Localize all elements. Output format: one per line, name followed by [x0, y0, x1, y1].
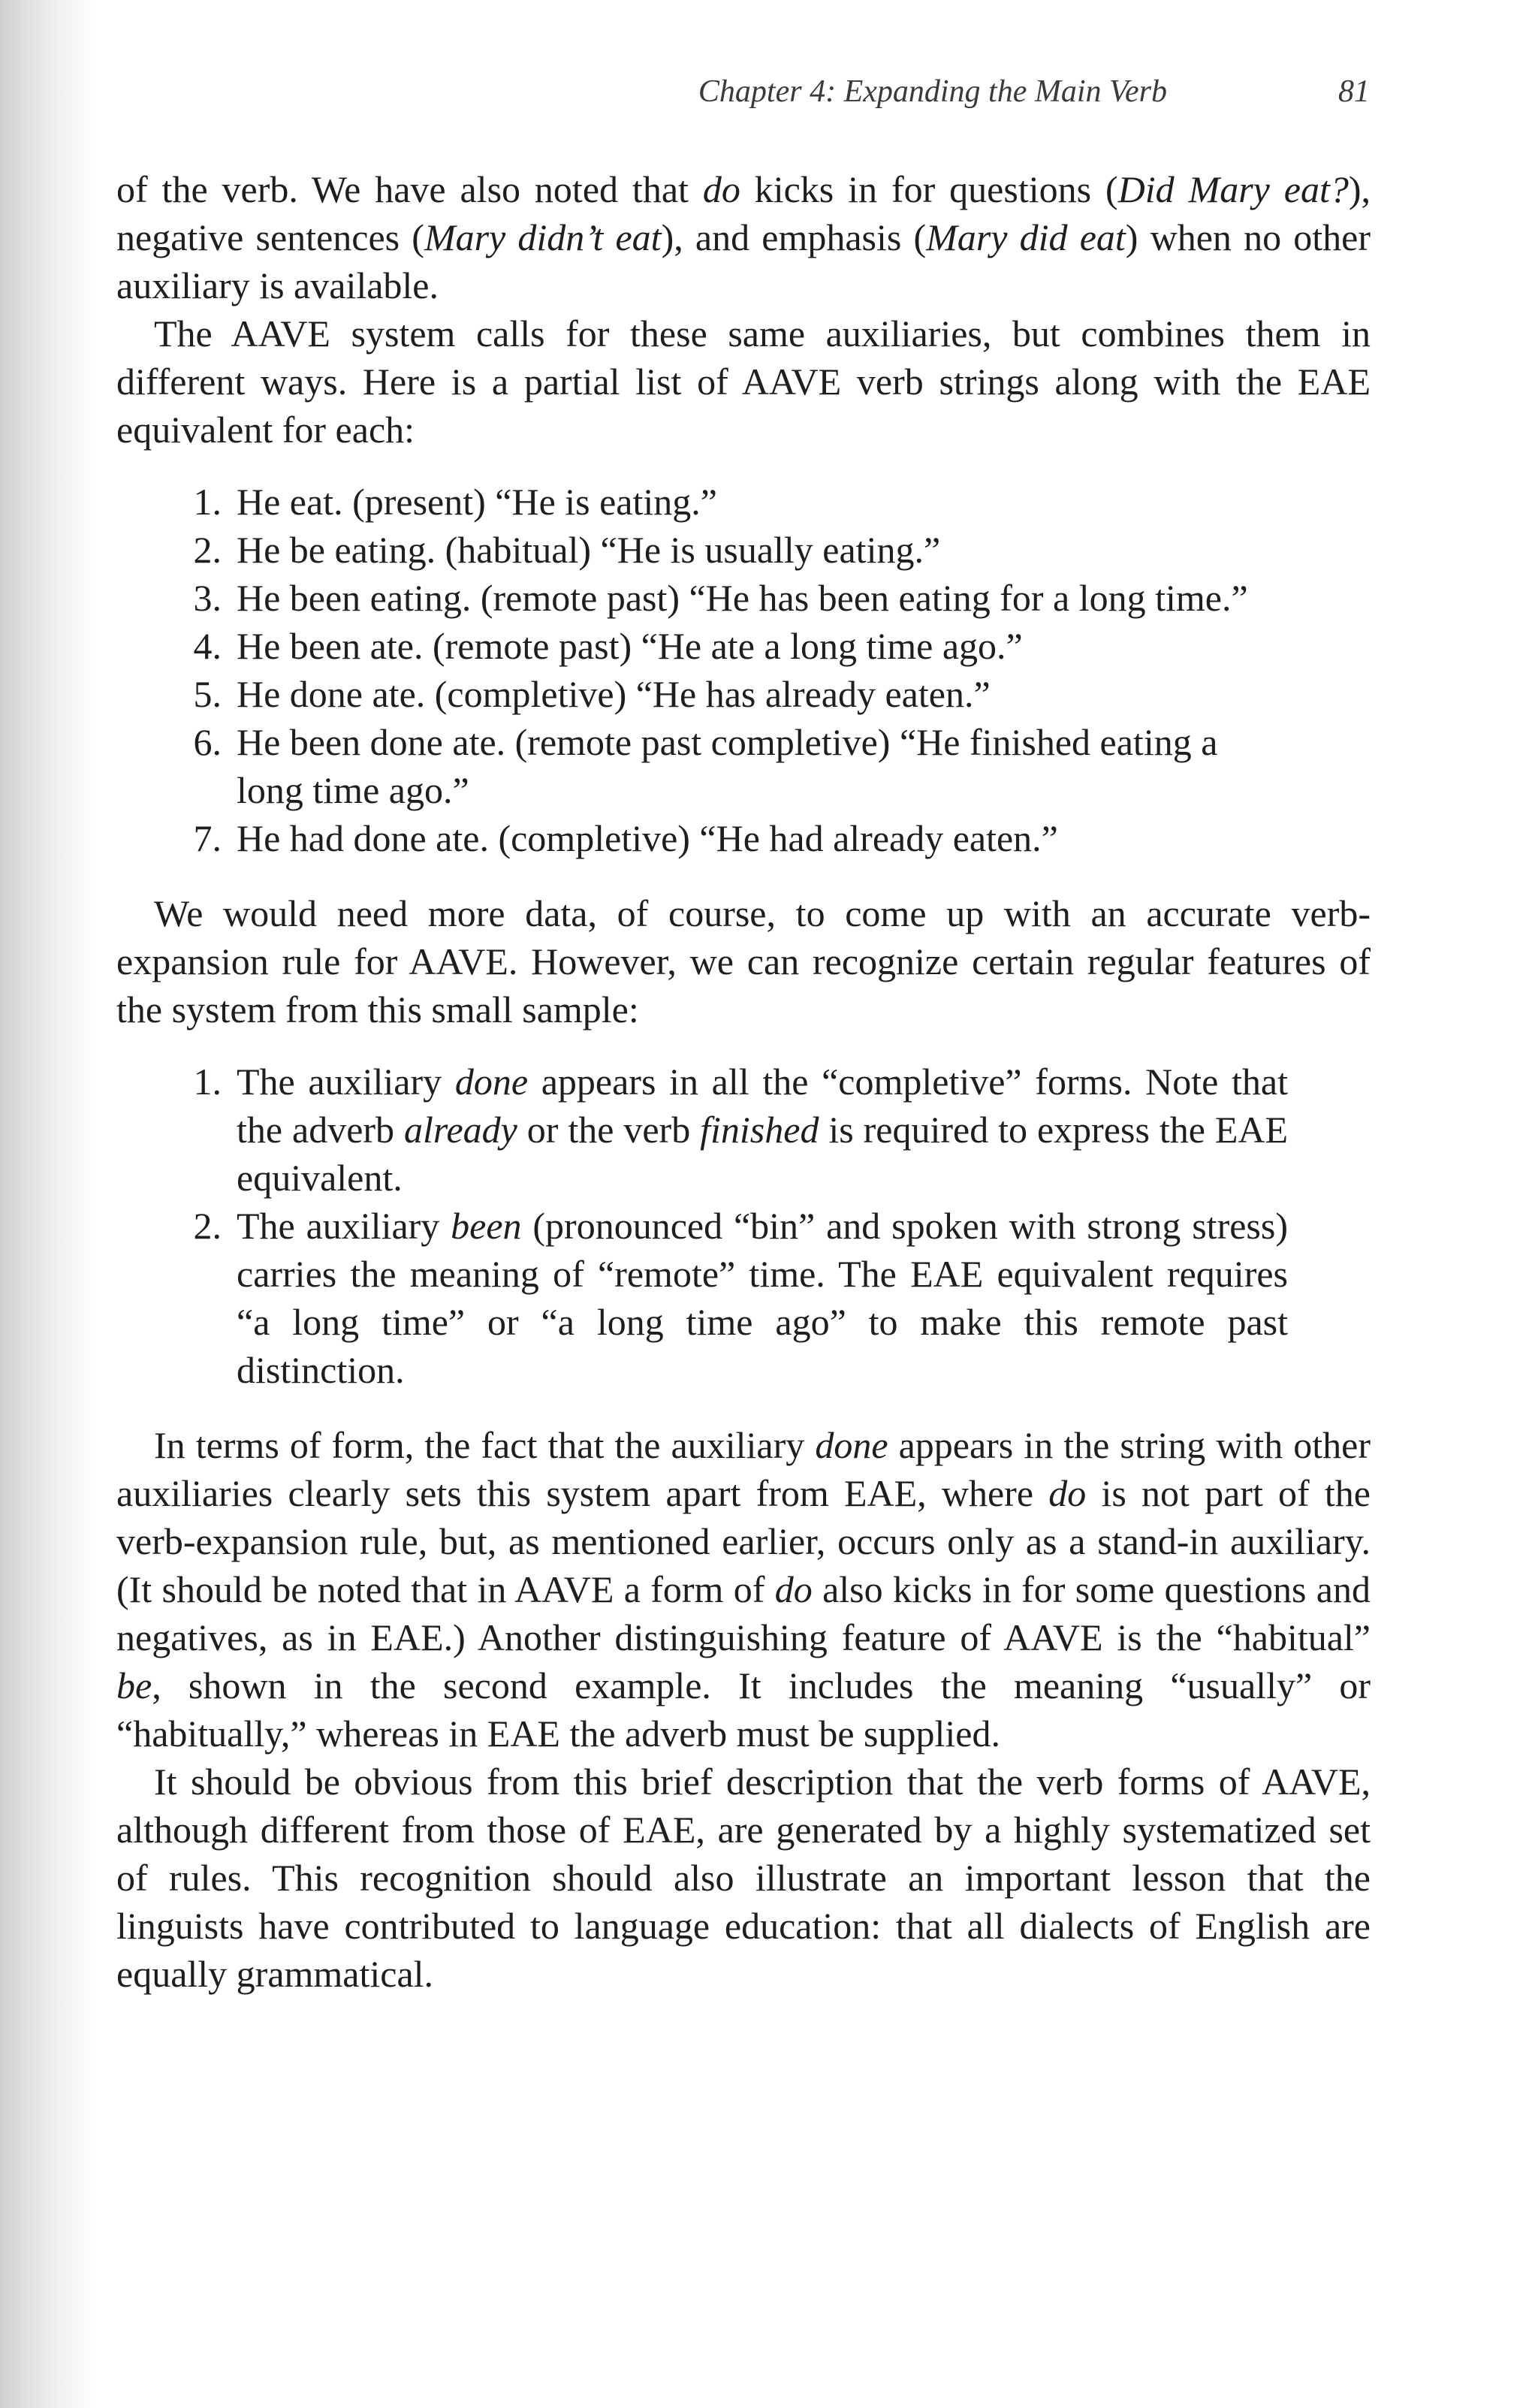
list-item: 1 . He eat. (present) “He is eating.” [116, 478, 1288, 526]
chapter-title: Chapter 4: Expanding the Main Verb [698, 74, 1167, 109]
list-item: 5 . He done ate. (completive) “He has already eaten.” [116, 670, 1288, 718]
list-item: 4 . He been ate. (remote past) “He ate a long time ago.” [116, 622, 1288, 670]
body-text [116, 165, 1371, 1998]
list-item: 3 . He been eating. (remote past) “He has been eating for a long time.” [116, 574, 1288, 622]
example-list [116, 478, 1371, 862]
paragraph: In terms of form, the fact that the auxiliary done appears in the string with other auxiliaries clearly sets this system apart from EAE, where do is not part of the verb-expansion rule, but, as mentioned earlier, occurs only as a stand-in auxiliary. (It should be noted that in AAVE a form of do also kicks in for some questions and negatives, as in EAE.) Another distinguishing feature of AAVE is the “habitual” be, shown in the second example. It includes the meaning “usually” or “habitually,” whereas in EAE the adverb must be supplied. [116, 1424, 1371, 1755]
list-item: 2 . The auxiliary been (pronounced “bin” and spoken with strong stress) carries the meaning of “remote” time. The EAE equivalent requires “a long time” or “a long time ago” to make this remote past distinction. [116, 1202, 1288, 1394]
list-item: 2 . He be eating. (habitual) “He is usually eating.” [116, 526, 1288, 574]
list-item: 1 . The auxiliary done appears in all the “completive” forms. Note that the adverb already or the verb finished is required to express the EAE equivalent. [116, 1058, 1288, 1202]
list-item: 6 . He been done ate. (remote past completive) “He finished eating a long time ago.” [116, 718, 1288, 814]
paragraph: It should be obvious from this brief description that the verb forms of AAVE, although different from those of EAE, are generated by a highly systematized set of rules. This recognition should also illustrate an important lesson that the linguists have contributed to language education: that all dialects of English are equally grammatical. [116, 1761, 1371, 1995]
intro-paragraph: of the verb. We have also noted that do kicks in for questions (Did Mary eat?), negative sentences (Mary didn’t eat), and emphasis (Mary did eat) when no other auxiliary is available. [116, 168, 1371, 306]
list-item: 7 . He had done ate. (completive) “He had already eaten.” [116, 814, 1288, 862]
page-gutter-shadow [0, 0, 98, 2408]
paragraph: The AAVE system calls for these same auxiliaries, but combines them in different ways. Here is a partial list of AAVE verb strings along with the EAE equivalent for each: [116, 312, 1371, 451]
page-number: 81 [1338, 74, 1370, 109]
paragraph: We would need more data, of course, to come up with an accurate verb-expansion rule for AAVE. However, we can recognize certain regular features of the system from this small sample: [116, 892, 1371, 1030]
feature-list [116, 1058, 1371, 1394]
